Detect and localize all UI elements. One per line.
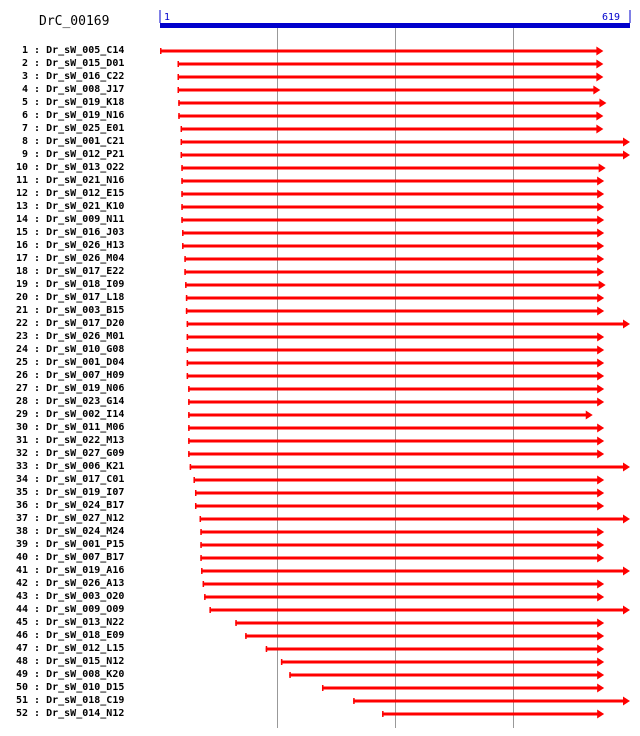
read-arrowhead	[597, 255, 604, 264]
read-arrow-shaft	[235, 622, 598, 625]
read-arrow-12[interactable]	[181, 190, 604, 199]
read-arrow-shaft	[190, 466, 624, 469]
read-label-30[interactable]: 30 : Dr_sW_011_M06	[16, 422, 125, 433]
read-arrowhead	[597, 437, 604, 446]
read-label-17[interactable]: 17 : Dr_sW_026_M04	[16, 253, 125, 264]
read-arrow-shaft	[193, 479, 598, 482]
read-start-tick	[353, 698, 355, 704]
read-arrow-16[interactable]	[182, 242, 604, 251]
read-arrow-41[interactable]	[201, 567, 630, 576]
read-arrow-shaft	[266, 648, 598, 651]
read-label-38[interactable]: 38 : Dr_sW_024_M24	[16, 526, 125, 537]
read-arrowhead	[597, 593, 604, 602]
read-arrowhead	[597, 658, 604, 667]
read-arrow-11[interactable]	[181, 177, 604, 186]
read-arrow-shaft	[187, 349, 599, 352]
read-arrowhead	[623, 567, 630, 576]
read-arrow-shaft	[204, 596, 598, 599]
read-arrowhead	[596, 112, 603, 121]
read-arrow-13[interactable]	[181, 203, 604, 212]
read-arrow-shaft	[289, 674, 598, 677]
read-arrowhead	[596, 60, 603, 69]
ruler-start-label: 1	[164, 12, 171, 23]
read-label-43[interactable]: 43 : Dr_sW_003_O20	[16, 591, 125, 602]
read-label-34[interactable]: 34 : Dr_sW_017_C01	[16, 474, 125, 485]
read-arrowhead	[597, 203, 604, 212]
contig-ruler	[160, 10, 630, 28]
read-arrow-shaft	[245, 635, 598, 638]
read-label-50[interactable]: 50 : Dr_sW_010_D15	[16, 682, 125, 693]
read-arrow-shaft	[181, 167, 599, 170]
read-arrowhead	[597, 684, 604, 693]
read-arrowhead	[597, 385, 604, 394]
read-arrow-8[interactable]	[181, 138, 630, 147]
read-arrow-shaft	[181, 193, 598, 196]
read-arrowhead	[597, 346, 604, 355]
read-arrow-shaft	[184, 258, 598, 261]
read-arrow-1[interactable]	[160, 47, 603, 56]
read-arrow-47[interactable]	[266, 645, 604, 654]
read-arrow-27[interactable]	[188, 385, 604, 394]
read-label-15[interactable]: 15 : Dr_sW_016_J03	[16, 227, 125, 238]
read-start-tick	[182, 230, 184, 236]
read-start-tick	[204, 594, 206, 600]
read-arrowhead	[597, 502, 604, 511]
read-start-tick	[266, 646, 268, 652]
read-arrow-52[interactable]	[382, 710, 604, 719]
read-arrowhead	[623, 463, 630, 472]
read-arrow-shaft	[195, 505, 598, 508]
read-label-18[interactable]: 18 : Dr_sW_017_E22	[16, 266, 125, 277]
read-label-22[interactable]: 22 : Dr_sW_017_D20	[16, 318, 125, 329]
read-arrow-48[interactable]	[281, 658, 604, 667]
read-start-tick	[200, 529, 202, 535]
read-arrow-shaft	[200, 557, 598, 560]
read-arrow-42[interactable]	[203, 580, 605, 589]
read-arrowhead	[597, 398, 604, 407]
read-label-12[interactable]: 12 : Dr_sW_012_E15	[16, 188, 125, 199]
read-arrowhead	[599, 99, 606, 108]
read-start-tick	[185, 282, 187, 288]
read-arrowhead	[596, 73, 603, 82]
read-label-46[interactable]: 46 : Dr_sW_018_E09	[16, 630, 125, 641]
read-arrow-shaft	[178, 102, 600, 105]
read-arrowhead	[597, 359, 604, 368]
read-arrow-33[interactable]	[190, 463, 630, 472]
read-start-tick	[200, 555, 202, 561]
read-arrow-shaft	[281, 661, 598, 664]
read-label-11[interactable]: 11 : Dr_sW_021_N16	[16, 175, 125, 186]
read-start-tick	[235, 620, 237, 626]
read-start-tick	[281, 659, 283, 665]
read-start-tick	[186, 308, 188, 314]
read-label-36[interactable]: 36 : Dr_sW_024_B17	[16, 500, 125, 511]
read-label-1[interactable]: 1 : Dr_sW_005_C14	[16, 45, 125, 56]
read-start-tick	[195, 503, 197, 509]
read-start-tick	[160, 48, 162, 54]
read-arrow-shaft	[382, 713, 598, 716]
read-arrow-30[interactable]	[188, 424, 604, 433]
read-arrow-36[interactable]	[195, 502, 604, 511]
read-label-41[interactable]: 41 : Dr_sW_019_A16	[16, 565, 125, 576]
read-arrow-5[interactable]	[178, 99, 606, 108]
read-start-tick	[186, 295, 188, 301]
read-label-33[interactable]: 33 : Dr_sW_006_K21	[16, 461, 125, 472]
read-arrowhead	[597, 671, 604, 680]
read-arrowhead	[623, 606, 630, 615]
read-arrow-shaft	[186, 297, 598, 300]
read-label-10[interactable]: 10 : Dr_sW_013_O22	[16, 162, 125, 173]
read-arrowhead	[599, 164, 606, 173]
read-start-tick	[195, 490, 197, 496]
read-start-tick	[181, 204, 183, 210]
read-label-14[interactable]: 14 : Dr_sW_009_N11	[16, 214, 125, 225]
read-label-9[interactable]: 9 : Dr_sW_012_P21	[16, 149, 125, 160]
read-arrow-shaft	[188, 388, 598, 391]
read-label-32[interactable]: 32 : Dr_sW_027_G09	[16, 448, 125, 459]
read-arrow-shaft	[200, 518, 624, 521]
read-label-48[interactable]: 48 : Dr_sW_015_N12	[16, 656, 125, 667]
read-arrowhead	[597, 372, 604, 381]
read-arrow-shaft	[187, 336, 599, 339]
read-start-tick	[184, 269, 186, 275]
read-start-tick	[188, 412, 190, 418]
read-label-2[interactable]: 2 : Dr_sW_015_D01	[16, 58, 125, 69]
read-label-37[interactable]: 37 : Dr_sW_027_N12	[16, 513, 125, 524]
read-label-52[interactable]: 52 : Dr_sW_014_N12	[16, 708, 125, 719]
read-start-tick	[200, 516, 202, 522]
read-arrow-29[interactable]	[188, 411, 593, 420]
read-arrow-44[interactable]	[209, 606, 630, 615]
read-label-21[interactable]: 21 : Dr_sW_003_B15	[16, 305, 125, 316]
read-arrow-shaft	[181, 128, 598, 131]
read-start-tick	[382, 711, 384, 717]
read-label-7[interactable]: 7 : Dr_sW_025_E01	[16, 123, 125, 134]
read-label-26[interactable]: 26 : Dr_sW_007_H09	[16, 370, 125, 381]
read-start-tick	[201, 568, 203, 574]
read-start-tick	[177, 74, 179, 80]
read-arrow-shaft	[188, 453, 598, 456]
read-start-tick	[209, 607, 211, 613]
read-arrowhead	[599, 281, 606, 290]
read-arrowhead	[623, 138, 630, 147]
read-label-23[interactable]: 23 : Dr_sW_026_M01	[16, 331, 125, 342]
read-arrow-37[interactable]	[200, 515, 630, 524]
read-arrowhead	[597, 476, 604, 485]
read-arrowhead	[597, 216, 604, 225]
read-arrow-shaft	[177, 89, 594, 92]
read-arrowhead	[597, 307, 604, 316]
read-arrowhead	[597, 528, 604, 537]
read-arrow-shaft	[187, 323, 624, 326]
read-label-31[interactable]: 31 : Dr_sW_022_M13	[16, 435, 125, 446]
read-arrow-32[interactable]	[188, 450, 604, 459]
read-arrowhead	[597, 268, 604, 277]
read-start-tick	[181, 139, 183, 145]
read-label-5[interactable]: 5 : Dr_sW_019_K18	[16, 97, 125, 108]
read-arrow-43[interactable]	[204, 593, 604, 602]
read-arrow-shaft	[195, 492, 598, 495]
read-start-tick	[187, 347, 189, 353]
read-arrow-shaft	[188, 427, 598, 430]
read-label-13[interactable]: 13 : Dr_sW_021_K10	[16, 201, 125, 212]
read-arrow-shaft	[200, 531, 598, 534]
read-arrow-10[interactable]	[181, 164, 605, 173]
read-arrow-shaft	[181, 180, 598, 183]
read-arrowhead	[597, 645, 604, 654]
read-arrow-34[interactable]	[193, 476, 604, 485]
read-arrowhead	[597, 177, 604, 186]
read-arrow-15[interactable]	[182, 229, 604, 238]
read-arrowhead	[586, 411, 593, 420]
read-start-tick	[188, 425, 190, 431]
read-arrow-shaft	[188, 414, 587, 417]
read-arrow-shaft	[188, 401, 598, 404]
read-arrow-shaft	[177, 76, 597, 79]
read-arrow-40[interactable]	[200, 554, 604, 563]
read-arrow-shaft	[184, 271, 598, 274]
read-arrowhead	[623, 320, 630, 329]
read-arrow-shaft	[181, 219, 598, 222]
read-arrow-49[interactable]	[289, 671, 604, 680]
read-arrow-shaft	[203, 583, 599, 586]
read-arrow-9[interactable]	[181, 151, 630, 160]
read-arrowhead	[597, 424, 604, 433]
read-label-20[interactable]: 20 : Dr_sW_017_L18	[16, 292, 125, 303]
read-arrowhead	[623, 151, 630, 160]
read-start-tick	[181, 126, 183, 132]
read-arrow-14[interactable]	[181, 216, 604, 225]
read-start-tick	[245, 633, 247, 639]
read-arrow-17[interactable]	[184, 255, 604, 264]
ruler-end-label: 619	[601, 12, 620, 23]
read-start-tick	[187, 373, 189, 379]
read-label-27[interactable]: 27 : Dr_sW_019_N06	[16, 383, 125, 394]
read-arrow-shaft	[201, 570, 624, 573]
read-arrow-28[interactable]	[188, 398, 604, 407]
read-start-tick	[190, 464, 192, 470]
read-label-6[interactable]: 6 : Dr_sW_019_N16	[16, 110, 125, 121]
read-arrow-6[interactable]	[178, 112, 603, 121]
read-start-tick	[188, 399, 190, 405]
read-start-tick	[184, 256, 186, 262]
read-arrowhead	[597, 580, 604, 589]
read-arrowhead	[597, 190, 604, 199]
read-label-47[interactable]: 47 : Dr_sW_012_L15	[16, 643, 125, 654]
read-arrowhead	[597, 229, 604, 238]
read-start-tick	[322, 685, 324, 691]
read-label-4[interactable]: 4 : Dr_sW_008_J17	[16, 84, 125, 95]
read-arrow-3[interactable]	[177, 73, 603, 82]
read-start-tick	[289, 672, 291, 678]
read-arrowhead	[596, 125, 603, 134]
read-arrow-shaft	[186, 310, 598, 313]
read-arrow-7[interactable]	[181, 125, 604, 134]
read-label-35[interactable]: 35 : Dr_sW_019_I07	[16, 487, 125, 498]
read-label-45[interactable]: 45 : Dr_sW_013_N22	[16, 617, 125, 628]
read-arrow-shaft	[188, 440, 598, 443]
read-arrow-shaft	[182, 245, 598, 248]
read-arrowhead	[597, 489, 604, 498]
read-arrowhead	[597, 632, 604, 641]
read-arrow-51[interactable]	[353, 697, 630, 706]
read-start-tick	[187, 321, 189, 327]
read-start-tick	[177, 61, 179, 67]
read-arrowhead	[623, 515, 630, 524]
read-arrow-shaft	[181, 154, 624, 157]
read-label-28[interactable]: 28 : Dr_sW_023_G14	[16, 396, 125, 407]
read-arrowhead	[597, 710, 604, 719]
read-arrow-shaft	[200, 544, 598, 547]
read-arrowhead	[597, 554, 604, 563]
read-arrow-22[interactable]	[187, 320, 630, 329]
ruler-bar	[160, 23, 630, 28]
read-start-tick	[187, 360, 189, 366]
read-start-tick	[187, 334, 189, 340]
read-label-44[interactable]: 44 : Dr_sW_009_O09	[16, 604, 125, 615]
read-arrow-4[interactable]	[177, 86, 600, 95]
read-start-tick	[178, 100, 180, 106]
read-start-tick	[188, 451, 190, 457]
read-arrow-39[interactable]	[200, 541, 604, 550]
read-label-40[interactable]: 40 : Dr_sW_007_B17	[16, 552, 125, 563]
read-label-16[interactable]: 16 : Dr_sW_026_H13	[16, 240, 125, 251]
read-label-19[interactable]: 19 : Dr_sW_018_I09	[16, 279, 125, 290]
read-arrow-38[interactable]	[200, 528, 604, 537]
read-arrow-shaft	[187, 375, 599, 378]
read-arrow-2[interactable]	[177, 60, 603, 69]
read-arrow-45[interactable]	[235, 619, 604, 628]
read-arrowhead	[597, 450, 604, 459]
read-arrowhead	[597, 619, 604, 628]
read-label-8[interactable]: 8 : Dr_sW_001_C21	[16, 136, 125, 147]
read-arrowhead	[623, 697, 630, 706]
read-start-tick	[181, 178, 183, 184]
contig-title: DrC_00169	[39, 14, 110, 29]
read-label-39[interactable]: 39 : Dr_sW_001_P15	[16, 539, 125, 550]
read-label-25[interactable]: 25 : Dr_sW_001_D04	[16, 357, 125, 368]
read-start-tick	[188, 438, 190, 444]
read-arrow-shaft	[177, 63, 597, 66]
read-start-tick	[188, 386, 190, 392]
read-arrow-shaft	[185, 284, 600, 287]
read-label-42[interactable]: 42 : Dr_sW_026_A13	[16, 578, 125, 589]
read-arrow-18[interactable]	[184, 268, 604, 277]
read-arrow-shaft	[181, 141, 624, 144]
read-arrowhead	[597, 242, 604, 251]
read-arrow-shaft	[181, 206, 598, 209]
read-label-49[interactable]: 49 : Dr_sW_008_K20	[16, 669, 125, 680]
read-start-tick	[177, 87, 179, 93]
read-start-tick	[181, 165, 183, 171]
read-arrow-shaft	[160, 50, 597, 53]
read-start-tick	[181, 152, 183, 158]
read-arrow-35[interactable]	[195, 489, 604, 498]
read-arrow-shaft	[322, 687, 598, 690]
read-arrow-shaft	[178, 115, 597, 118]
read-arrowhead	[597, 294, 604, 303]
read-arrow-shaft	[353, 700, 624, 703]
read-arrow-50[interactable]	[322, 684, 604, 693]
read-start-tick	[178, 113, 180, 119]
read-start-tick	[182, 243, 184, 249]
read-start-tick	[193, 477, 195, 483]
read-arrowhead	[597, 333, 604, 342]
read-label-51[interactable]: 51 : Dr_sW_018_C19	[16, 695, 125, 706]
read-arrow-31[interactable]	[188, 437, 604, 446]
read-label-29[interactable]: 29 : Dr_sW_002_I14	[16, 409, 125, 420]
read-label-3[interactable]: 3 : Dr_sW_016_C22	[16, 71, 125, 82]
read-start-tick	[200, 542, 202, 548]
read-arrow-shaft	[187, 362, 599, 365]
read-start-tick	[203, 581, 205, 587]
read-start-tick	[181, 191, 183, 197]
read-arrow-shaft	[182, 232, 598, 235]
read-arrow-46[interactable]	[245, 632, 604, 641]
read-start-tick	[181, 217, 183, 223]
read-arrowhead	[597, 541, 604, 550]
read-arrowhead	[593, 86, 600, 95]
read-arrow-shaft	[209, 609, 624, 612]
read-arrowhead	[596, 47, 603, 56]
read-label-24[interactable]: 24 : Dr_sW_010_G08	[16, 344, 125, 355]
